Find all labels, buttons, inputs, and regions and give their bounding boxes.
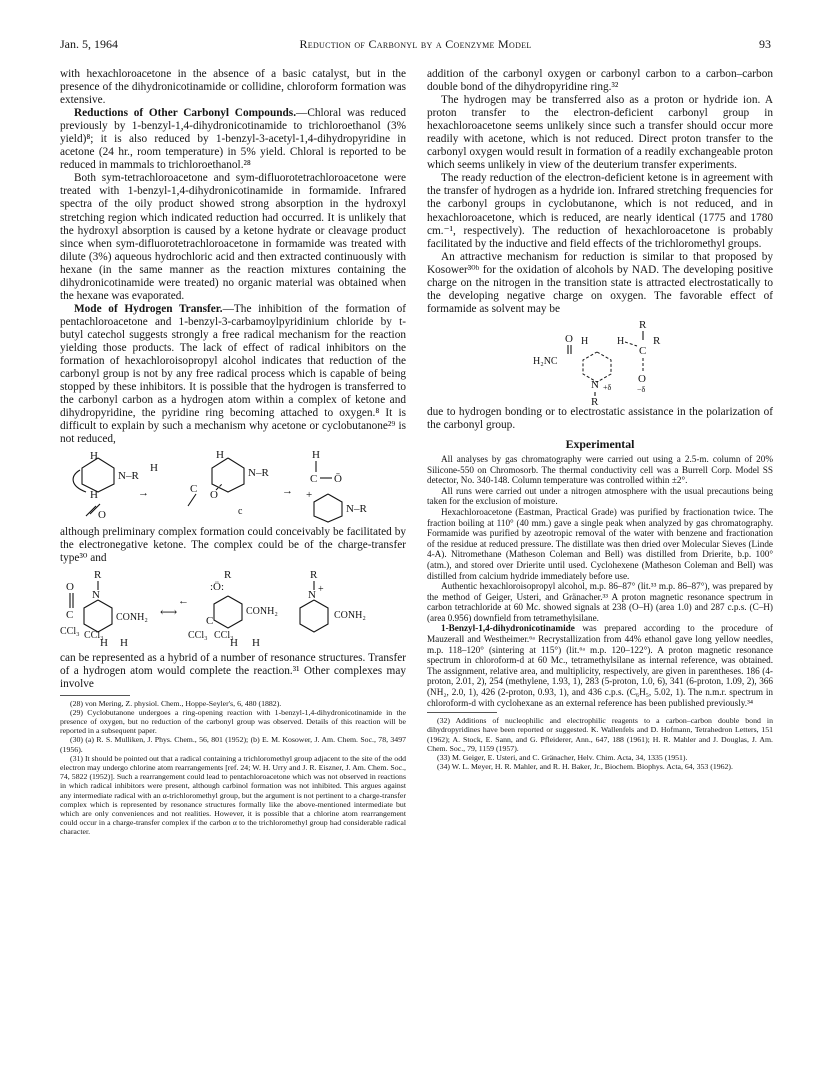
paragraph-text: —Chloral was reduced previously by 1-benzyl-1,4-dihydronicotinamide to trichloroethanol (3% yield)⁸; it is also reduced by 1-benzyl-3-acetyl-1,4-dihydropyridine in acetone (24 hr., room temperature) in 5% yield. Chloral is reported to be reduced in mammals to trichloroethanol.²⁸ (60, 107, 406, 172)
scheme-label: + (318, 583, 324, 595)
scheme-label: H (312, 449, 320, 462)
scheme-label: O (98, 509, 106, 522)
scheme-label: CCl₃ (214, 629, 234, 641)
left-column (60, 68, 406, 837)
scheme-label: → (282, 485, 293, 498)
scheme-label: C (190, 483, 198, 496)
ring-bond (583, 352, 611, 382)
paragraph: The hydrogen may be transferred also as a proton or hydride ion. A proton transfer to the electron-deficient carbonyl group in hexachloroacetone seems unlikely since such a transfer should occur more readily with acetone, which is not reduced. Direct proton transfer to the carbonyl oxygen would result in formation of a readily exchangeable proton which seems unlikely in view of the deuterium transfer experiments. (427, 94, 773, 172)
scheme-label: O (210, 489, 218, 502)
running-title: Reduction of Carbonyl by a Coenzyme Model (299, 37, 532, 51)
scheme-label: H (90, 489, 98, 502)
paragraph (427, 623, 773, 708)
ring-bond (84, 600, 112, 632)
paragraph (60, 107, 406, 172)
footnote-rule (427, 712, 497, 713)
scheme-charge-transfer-complex (60, 566, 406, 652)
paragraph: The ready reduction of the electron-deficient ketone is in agreement with the transfer of hydrogen as a hydride ion. Infrared stretching frequencies for the carbonyl groups in cyclobutanone, which is not reduced, and in hexachloroacetone, which is reduced, are nearly identical (1775 and 1780 cm.⁻¹, respectively). The reduction of hexachloroacetone is probably facilitated by the inductive and field effects of the trichloromethyl groups. (427, 172, 773, 250)
footnote: (33) M. Geiger, E. Usteri, and C. Gränacher, Helv. Chim. Acta, 34, 1335 (1951). (437, 753, 688, 763)
scheme-label: ⟷ (160, 604, 178, 619)
dashed-bond (625, 342, 637, 346)
paragraph: Authentic hexachloroisopropyl alcohol, m.p. 86–87° (lit.³³ m.p. 86–87°), was prepared by the method of Geiger, Usteri, and Gränacher.³³ A proton magnetic resonance spectrum in carbon tetrachloride at 60 Mc. showed signals at 238 (O–H) (area 1.0) and 287 c.p.s. (C–H) (area 0.956) downfield from tetramethylsilane. (427, 581, 773, 623)
scheme-label: R (224, 568, 232, 581)
scheme-label: O (565, 332, 573, 345)
scheme-label: H (216, 449, 224, 462)
section-heading: Mode of Hydrogen Transfer. (74, 302, 223, 315)
footnote: (28) von Mering, Z. physiol. Chem., Hoppe-Seyler's, 6, 480 (1882). (70, 698, 282, 708)
scheme-label: O (638, 372, 646, 385)
scheme-label: C (639, 344, 647, 357)
scheme-label: N (308, 588, 316, 601)
scheme-label: R (591, 395, 599, 406)
scheme-label: H₂NC (533, 355, 558, 367)
scheme-label: CCl₃ (84, 629, 104, 641)
scheme-label: N–R (346, 503, 367, 516)
scheme-label: H (150, 462, 158, 475)
scheme-label: → (138, 487, 149, 500)
scheme-hydrogen-atom-transfer (60, 446, 406, 526)
footnote: (32) Additions of nucleophilic and electrophilic reagents to a carbon–carbon double bond in dihydropyridines have been reported or suggested. K. Wallenfels and D. Hofmann, Tetrahedron Letters, 151 (1962); A. Stock, E. Sann, and G. Pfleiderer, Ann., 647, 188 (1961); H. R. Mahler and J. Douglas, J. Am. Chem. Soc., 79, 1159 (1957). (427, 716, 773, 753)
paragraph: All analyses by gas chromatography were carried out using a 2.5-m. column of 20% Silicone-550 on Chromosorb. The thermal conductivity cell was a Burrell Corp. Model SS detector, No. 340-148. Column temperature was controlled within ±2°. (427, 453, 773, 486)
footnote: (29) Cyclobutanone undergoes a ring-opening reaction with 1-benzyl-1,4-dihydronicotinamide in the presence of oxygen, but no reduction of the carbonyl group was observed. Details of this reaction will be reported in a subsequent paper. (60, 707, 406, 736)
header-date: Jan. 5, 1964 (60, 37, 118, 51)
scheme-label: N–R (118, 470, 139, 483)
scheme-label: C (206, 614, 214, 627)
scheme-label: R (94, 568, 102, 581)
scheme-label: O (66, 580, 74, 593)
right-column (427, 68, 773, 771)
scheme-label: C (66, 608, 74, 621)
scheme-label: CONH₂ (116, 611, 148, 623)
footnote: (31) It should be pointed out that a radical containing a trichloromethyl group adjacent to the site of the odd electron may undergo chlorine atom rearrangements [ref. 24; W. H. Urry and J. R. Eiszner, J. Am. Chem. Soc., 74, 5822 (1952)]. Such a rearrangement could lead to pentachloroacetone which was not observed in reactions in which radical inhibitors were present, although carbinol formation was not inhibited. This argues against any intermediate radical with an α-trichloromethyl group, but the argument is not pertinent to a charge-transfer complex which is represented by resonance structures formally like the above-mentioned intermediate but which are only conveniences and not realities. However, it is possible that a chlorine atom rearrangement could occur in a charge-transfer complex if the carbon α to the trichloromethyl group had considerable radical character. (60, 753, 406, 837)
scheme-label: R (653, 334, 661, 347)
paragraph-text: was prepared according to the procedure of Mauzerall and Westheimer.⁶ᵃ Recrystallization from 44% ethanol gave long yellow needles, m.p. 118–120° (sintering at 115°) (lit.⁶ᵃ m.p. 120–122°). A proton magnetic resonance spectrum in chloroform-d at 60 Mc., tetramethylsilane as internal reference, was obtained. The assignment, relative area, and multiplicity, respectively, are given in parentheses. 186 (4-proton, 2.01, 2), 254 (methylene, 1.93, 1), 283 (5-proton, 1.0, 6), 341 (6-proton, 1.09, 2), 366 (NH₂, 2.0, 1), 426 (2-proton, 0.93, 1), and 436 c.p.s. (C₆H₅, 5.02, 1). The n.m.r. spectrum in chloroform-d with cyclohexane as an external reference has been published previously.³⁴ (427, 623, 773, 708)
scheme-label: H (100, 636, 108, 649)
footnote: (30) (a) R. S. Mulliken, J. Phys. Chem., 56, 801 (1952); (b) E. M. Kosower, J. Am. Chem. Soc., 78, 3497 (1956). (60, 735, 406, 754)
scheme-label: CONH₂ (334, 609, 366, 621)
paragraph: can be represented as a hybrid of a number of resonance structures. Transfer of a hydrogen atom would complete the reaction.³¹ Other complexes may involve (60, 651, 406, 690)
scheme-label: c (238, 506, 243, 518)
scheme-label: C (310, 473, 318, 486)
scheme-label: CONH₂ (246, 605, 278, 617)
paragraph: Both sym-tetrachloroacetone and sym-difluorotetrachloroacetone were treated with 1-benzyl-1,4-dihydronicotinamide in formamide. Infrared spectra of the oily product showed strong absorption in the hydroxyl stretching region which indicated reduction had occurred. It is unlikely that the hydroxyl absorption is caused by a ketone hydrate or cleavage product since when sym-difluorotetrachloroacetone in formamide was treated with dilute (3%) aqueous hydrochloric acid and then extracted continuously with hexane (in the same manner as the reaction mixtures containing the dihydronicotinamide were treated) no organic material was obtained when the hexane was evaporated. (60, 172, 406, 302)
ring-bond (214, 596, 242, 628)
paragraph (60, 303, 406, 447)
scheme-label: H (90, 450, 98, 463)
paragraph: addition of the carbonyl oxygen or carbonyl carbon to a carbon–carbon double bond of the dihydropyridine ring.³² (427, 68, 773, 94)
scheme-label: N–R (248, 467, 269, 480)
footnote: (34) W. L. Meyer, H. R. Mahler, and R. H. Baker, Jr., Biochem. Biophys. Acta, 64, 353 (1962). (437, 762, 733, 772)
scheme-label: R (310, 568, 318, 581)
paragraph: All runs were carried out under a nitrogen atmosphere with the usual precautions being taken for the exclusion of moisture. (427, 485, 773, 507)
ring-bond (212, 458, 244, 492)
scheme-label: Ō (334, 473, 342, 486)
scheme-label: N (92, 588, 100, 601)
footnote-rule (60, 695, 130, 696)
curved-arrow (73, 470, 86, 492)
scheme-label: ← (178, 594, 189, 607)
scheme-label: H (581, 335, 589, 347)
paragraph: although preliminary complex formation could conceivably be facilitated by the electronegative ketone. The complex could be of the charge-transfer type³⁰ and (60, 526, 406, 565)
scheme-label: CCl₃ (188, 629, 208, 641)
scheme-label: H (252, 636, 260, 649)
scheme-label: + (306, 489, 313, 502)
ring-bond (314, 494, 342, 522)
paragraph: with hexachloroacetone in the absence of a basic catalyst, but in the presence of the dihydronicotinamide or collidine, chloroform formation was extensive. (60, 68, 406, 107)
scheme-label: N (591, 378, 599, 391)
scheme-label: H (120, 636, 128, 649)
compound-heading: 1-Benzyl-1,4-dihydronicotinamide (441, 623, 575, 634)
scheme-label: R (639, 318, 647, 331)
paragraph: Hexachloroacetone (Eastman, Practical Grade) was purified by fractionation twice. The fraction boiling at 110° (40 mm.) gave a single peak when analyzed by gas chromatography. Formamide was purified by azeotropic removal of the water with benzene and fractionation of the residue at reduced pressure. The distillate was then dried over Molecular Sieves (Linde 4-A). Nitromethane (Matheson Coleman and Bell) was distilled from Drierite, b.p. 100° (atm.), and stored over Drierite until used. Cyclohexene (Matheson Coleman and Bell) was distilled from calcium hydride immediately before use. (427, 506, 773, 581)
scheme-label: H (617, 335, 625, 347)
ring-bond (82, 458, 114, 492)
scheme-label: CCl₃ (60, 625, 80, 637)
page-number: 93 (759, 37, 771, 51)
paragraph: due to hydrogen bonding or to electrostatic assistance in the polarization of the carbonyl group. (427, 405, 773, 431)
section-heading: Reductions of Other Carbonyl Compounds. (74, 107, 297, 120)
paragraph: An attractive mechanism for reduction is similar to that proposed by Kosower³⁰ᵇ for the oxidation of alcohols by NAD. The developing positive charge on the nitrogen in the transition state is attracted electrostatically to the developing negative charge on oxygen. The favorable effect of formamide as solvent may be (427, 250, 773, 315)
scheme-label: +δ (603, 382, 612, 392)
scheme-label: :Ö: (210, 580, 225, 593)
bond (188, 494, 196, 506)
section-title-experimental: Experimental (565, 436, 635, 451)
scheme-label: −δ (637, 384, 646, 394)
scheme-label: H (230, 636, 238, 649)
paragraph-text: —The inhibition of the formation of pentachloroacetone and 1-benzyl-3-carbamoylpyridinium chloride by t-butyl catechol suggests strongly a free radical mechanism for the reaction yielding those products. The lack of effect of radical inhibitors on the formation of hexachloroisopropyl alcohol indicates that reduction of the carbonyl group is not by any free radical process which is capable of being stopped by these inhibitors. It is possible that the hydrogen is transferred to the carbonyl carbon as a hydrogen atom within a complex of ketone and dihydropyridine, the pyridine ring becoming attached to oxygen.⁸ It is difficult to explain by such a mechanism why acetone or cyclobutanone²⁹ is not reduced, (60, 302, 406, 446)
ring-bond (300, 600, 328, 632)
scheme-transition-state (427, 316, 773, 406)
